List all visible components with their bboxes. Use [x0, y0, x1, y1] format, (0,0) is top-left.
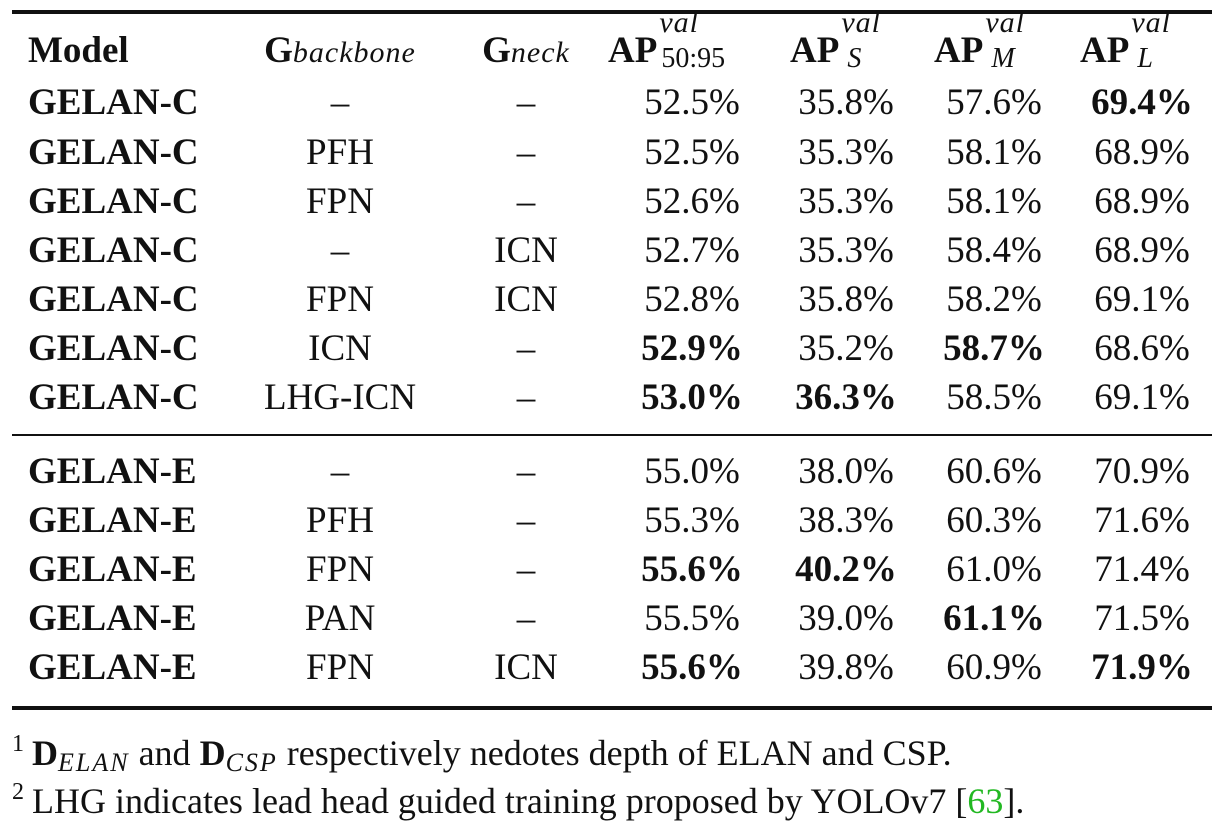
cell-backbone: FPN [306, 549, 374, 590]
cell-ap-m: 61.0% [946, 549, 1042, 590]
cell-ap-s: 35.2% [798, 328, 894, 369]
cell-model: GELAN-C [28, 328, 199, 369]
cell-backbone: ICN [308, 328, 372, 369]
cell-ap-l: 71.9% [1091, 647, 1193, 688]
cell-neck: – [516, 500, 536, 541]
cell-ap-m: 58.1% [946, 132, 1042, 173]
cell-ap: 53.0% [641, 377, 743, 418]
header-g-backbone: Gbackbone [264, 30, 416, 71]
cell-neck: – [516, 328, 536, 369]
cell-ap: 52.8% [644, 279, 740, 320]
cell-ap: 55.5% [644, 598, 740, 639]
cell-ap-l: 70.9% [1094, 451, 1190, 492]
table-group-divider [12, 434, 1212, 436]
cell-backbone: PAN [304, 598, 376, 639]
cell-ap: 52.6% [644, 181, 740, 222]
cell-ap-s: 35.3% [798, 181, 894, 222]
cell-ap-m: 58.1% [946, 181, 1042, 222]
table-header-row [12, 6, 1212, 76]
table-row [12, 496, 1212, 546]
cell-backbone: LHG-ICN [263, 377, 417, 418]
cell-ap-l: 69.4% [1091, 82, 1193, 123]
cell-model: GELAN-C [28, 132, 199, 173]
footnote-2-number: 2 [12, 779, 24, 805]
table-row [12, 643, 1212, 693]
cell-ap-l: 68.6% [1094, 328, 1190, 369]
header-ap-50-95: AP val 50:95 [608, 6, 726, 74]
cell-ap-m: 60.6% [946, 451, 1042, 492]
cell-ap-m: 57.6% [946, 82, 1042, 123]
cell-ap-l: 71.4% [1094, 549, 1190, 590]
cell-ap-l: 68.9% [1094, 230, 1190, 271]
table-row [12, 373, 1212, 423]
cell-neck: ICN [494, 279, 558, 320]
table-row [12, 545, 1212, 595]
d-csp-symbol: D [199, 733, 226, 773]
cell-model: GELAN-E [28, 451, 197, 492]
cell-backbone: FPN [306, 279, 374, 320]
cell-ap: 55.0% [644, 451, 740, 492]
cell-ap-m: 58.7% [943, 328, 1045, 369]
cell-ap: 52.9% [641, 328, 743, 369]
cell-ap: 55.6% [641, 549, 743, 590]
cell-neck: – [516, 181, 536, 222]
cell-ap-s: 35.8% [798, 279, 894, 320]
cell-model: GELAN-C [28, 377, 199, 418]
cell-model: GELAN-E [28, 598, 197, 639]
footnote-1-and: and [138, 733, 191, 773]
table-row [12, 78, 1212, 128]
cell-ap-m: 60.3% [946, 500, 1042, 541]
header-g-neck: Gneck [482, 30, 570, 71]
table-row [12, 177, 1212, 227]
cell-neck: – [516, 451, 536, 492]
cell-model: GELAN-C [28, 82, 199, 123]
table-row [12, 594, 1212, 644]
citation-link[interactable]: 63 [967, 781, 1004, 821]
cell-ap-l: 68.9% [1094, 132, 1190, 173]
cell-backbone: – [330, 82, 350, 123]
cell-backbone: – [330, 230, 350, 271]
cell-ap: 55.6% [641, 647, 743, 688]
footnote-2-text: LHG indicates lead head guided training proposed by YOLOv7 [ [32, 781, 968, 821]
header-model: Model [28, 30, 129, 71]
cell-backbone: – [330, 451, 350, 492]
cell-neck: – [516, 598, 536, 639]
footnote-1-text: respectively nedotes depth of ELAN and CSP. [286, 733, 952, 773]
cell-ap-m: 60.9% [946, 647, 1042, 688]
header-ap-s: AP val S [790, 6, 881, 74]
cell-ap-s: 35.8% [798, 82, 894, 123]
cell-ap-m: 58.5% [946, 377, 1042, 418]
table-row [12, 275, 1212, 325]
cell-ap: 55.3% [644, 500, 740, 541]
table-row [12, 324, 1212, 374]
cell-ap-l: 71.6% [1094, 500, 1190, 541]
header-ap-l: AP val L [1080, 6, 1171, 74]
table-row [12, 128, 1212, 178]
cell-backbone: FPN [306, 647, 374, 688]
cell-ap-s: 38.0% [798, 451, 894, 492]
table-row [12, 226, 1212, 276]
d-elan-subscript: ELAN [58, 748, 130, 777]
cell-neck: – [516, 377, 536, 418]
footnote-2 [12, 770, 1212, 823]
cell-ap-s: 39.0% [798, 598, 894, 639]
cell-ap: 52.5% [644, 132, 740, 173]
table-row [12, 447, 1212, 497]
cell-neck: – [516, 82, 536, 123]
cell-ap-l: 68.9% [1094, 181, 1190, 222]
cell-ap-l: 71.5% [1094, 598, 1190, 639]
cell-neck: ICN [494, 647, 558, 688]
cell-model: GELAN-E [28, 549, 197, 590]
d-csp-subscript: CSP [225, 748, 278, 777]
cell-ap-s: 35.3% [798, 230, 894, 271]
cell-neck: – [516, 549, 536, 590]
cell-ap: 52.5% [644, 82, 740, 123]
cell-ap-l: 69.1% [1094, 377, 1190, 418]
table-top-rule [12, 10, 1212, 14]
cell-backbone: FPN [306, 181, 374, 222]
cell-ap-m: 58.2% [946, 279, 1042, 320]
cell-model: GELAN-C [28, 230, 199, 271]
cell-backbone: PFH [306, 500, 374, 541]
cell-backbone: PFH [306, 132, 374, 173]
cell-ap-s: 35.3% [798, 132, 894, 173]
cell-ap-s: 39.8% [798, 647, 894, 688]
footnote-1-number: 1 [12, 731, 24, 757]
cell-model: GELAN-E [28, 500, 197, 541]
header-ap-m: AP val M [934, 6, 1025, 74]
cell-ap-s: 36.3% [795, 377, 897, 418]
cell-ap-l: 69.1% [1094, 279, 1190, 320]
cell-ap-s: 40.2% [795, 549, 897, 590]
table-bottom-rule [12, 706, 1212, 710]
cell-neck: – [516, 132, 536, 173]
cell-ap-m: 61.1% [943, 598, 1045, 639]
cell-ap: 52.7% [644, 230, 740, 271]
cell-model: GELAN-E [28, 647, 197, 688]
cell-model: GELAN-C [28, 181, 199, 222]
d-elan-symbol: D [32, 733, 58, 773]
footnote-2-end: ]. [1003, 781, 1025, 821]
cell-ap-m: 58.4% [946, 230, 1042, 271]
cell-ap-s: 38.3% [798, 500, 894, 541]
cell-neck: ICN [494, 230, 558, 271]
cell-model: GELAN-C [28, 279, 199, 320]
